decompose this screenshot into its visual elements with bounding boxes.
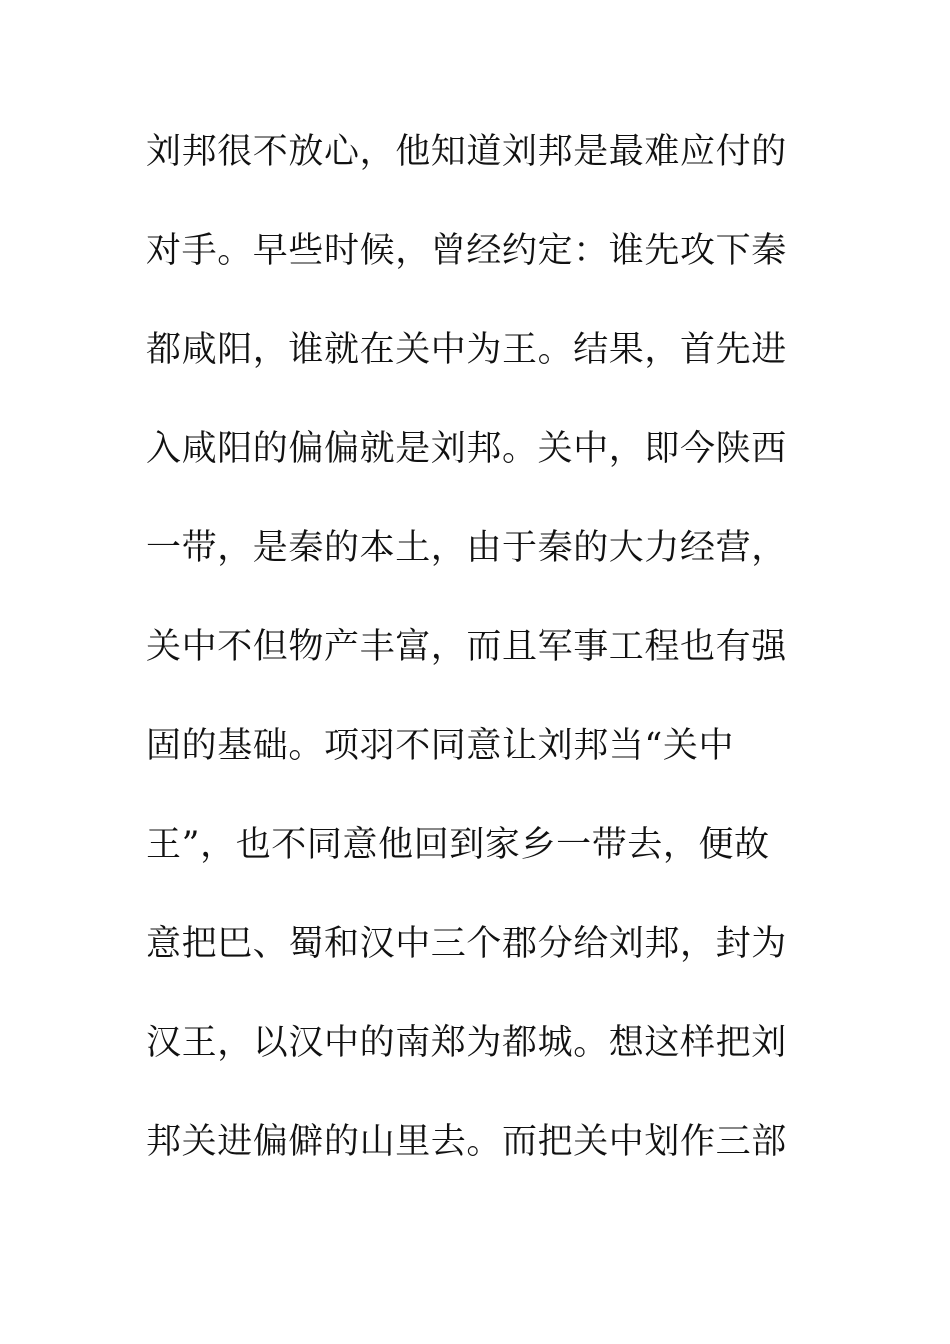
text-line: 一带，是秦的本土，由于秦的大力经营，: [146, 528, 787, 568]
text-line: 都咸阳，谁就在关中为王。结果，首先进: [146, 330, 787, 370]
text-line: 对手。早些时候，曾经约定：谁先攻下秦: [146, 231, 787, 271]
text-line: 汉王，以汉中的南郑为都城。想这样把刘: [146, 1023, 787, 1063]
text-line: 固的基础。项羽不同意让刘邦当“关中: [146, 726, 735, 766]
text-line: 意把巴、蜀和汉中三个郡分给刘邦，封为: [146, 924, 787, 964]
text-line: 刘邦很不放心，他知道刘邦是最难应付的: [146, 132, 787, 172]
body-text: [146, 124, 816, 1213]
text-line: 关中不但物产丰富，而且军事工程也有强: [146, 627, 787, 667]
text-line: 入咸阳的偏偏就是刘邦。关中，即今陕西: [146, 429, 787, 469]
text-line: 王”，也不同意他回到家乡一带去，便故: [146, 825, 770, 865]
text-line: 邦关进偏僻的山里去。而把关中划作三部: [146, 1122, 787, 1162]
